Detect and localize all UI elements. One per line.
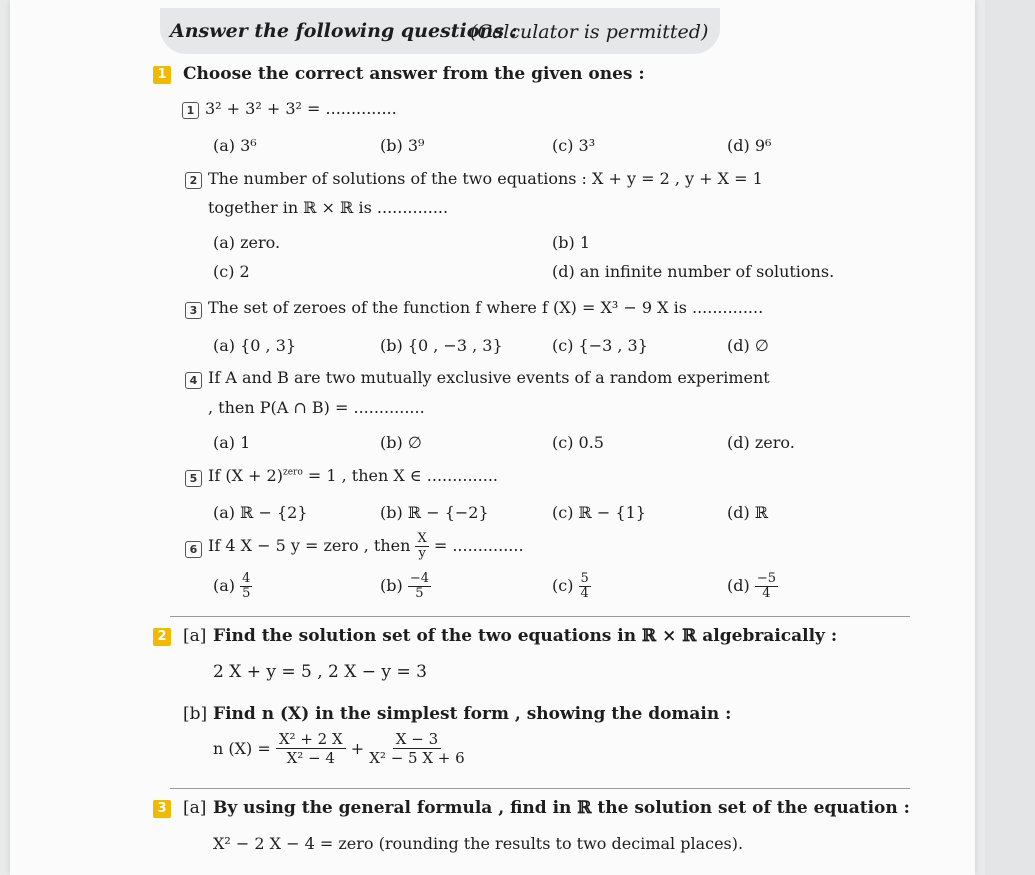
item-stem: If $(X + 2)^{zero} = 1$ , then X ∈ .............. [208,466,498,485]
option-b: (b) {0 , −3 , 3} [380,336,503,355]
option-a: (a) 1 [213,433,251,452]
option-b: (b) 1 [552,233,590,252]
exponent: zero [282,467,303,478]
page-edge [985,0,1035,875]
question-3a-label: [a] [183,798,207,818]
option-c: (c) 0.5 [552,433,604,452]
item-stem: If 4 X − 5 y = zero , then $\frac{X}{y}$ = .............. [208,531,524,561]
item-number: 5 [185,470,202,487]
item-stem: If A and B are two mutually exclusive events of a random experiment [208,368,770,387]
question-2b-expression: n (X) = $\frac{\text{X² + 2 X}}{\text{X² − 4}}$ + $\frac{X - 3}{\text{X² − 5 X + 6}}$ [213,730,465,767]
fraction: $\frac{X - 3}{\text{X² − 5 X + 6}}$ [369,730,465,767]
option-a: (a) zero. [213,233,281,252]
question-number-1: 1 [153,66,171,84]
option-a: (a) 3⁶ [213,136,257,155]
option-c: (c) $\frac{5}{4}$ [552,571,589,601]
section-divider [170,616,910,617]
option-c: (c) {−3 , 3} [552,336,648,355]
item-stem: The number of solutions of the two equations : X + y = 2 , y + X = 1 [208,169,763,188]
option-d: (d) 9⁶ [727,136,772,155]
option-c: (c) ℝ − {1} [552,503,646,522]
question-1-title: Choose the correct answer from the given ones : [183,64,645,84]
option-a: (a) $\frac{4}{5}$ [213,571,251,601]
option-b: (b) ∅ [380,433,422,452]
option-b: (b) $\frac{-4}{5}$ [380,571,429,601]
item-number: 1 [182,102,199,119]
question-2a-text: Find the solution set of the two equations in ℝ × ℝ algebraically : [213,626,838,646]
item-number: 3 [185,302,202,319]
question-number-3: 3 [153,800,171,818]
option-d: (d) ∅ [727,336,769,355]
option-a: (a) ℝ − {2} [213,503,308,522]
question-3a-equation: X² − 2 X − 4 = zero (rounding the results to two decimal places). [213,834,744,853]
item-stem-line2: together in ℝ × ℝ is .............. [208,198,449,217]
item-stem: 3² + 3² + 3² = .............. [205,99,397,118]
question-number-2: 2 [153,628,171,646]
option-b: (b) 3⁹ [380,136,425,155]
header-note: (Calculator is permitted) [470,21,709,43]
header-title: Answer the following questions : [170,20,518,42]
question-2b-label: [b] [183,704,208,724]
question-3a-text: By using the general formula , find in ℝ the solution set of the equation : [213,798,910,818]
option-c: (c) 3³ [552,136,596,155]
question-2b-text: Find n (X) in the simplest form , showing the domain : [213,704,732,724]
option-d: (d) ℝ [727,503,769,522]
option-c: (c) 2 [213,262,250,281]
option-d: (d) zero. [727,433,795,452]
item-number: 4 [185,372,202,389]
option-a: (a) {0 , 3} [213,336,297,355]
question-2a-equations: 2 X + y = 5 , 2 X − y = 3 [213,662,427,682]
item-stem: The set of zeroes of the function f where f (X) = X³ − 9 X is .............. [208,298,764,317]
item-number: 2 [185,172,202,189]
question-2a-label: [a] [183,626,207,646]
option-d: (d) an infinite number of solutions. [552,262,835,281]
item-number: 6 [185,541,202,558]
item-stem-line2: , then P(A ∩ B) = .............. [208,398,425,417]
option-d: (d) $\frac{-5}{4}$ [727,571,776,601]
option-b: (b) ℝ − {−2} [380,503,489,522]
fraction: $\frac{X}{y}$ [417,531,427,561]
fraction: $\frac{\text{X² + 2 X}}{\text{X² − 4}}$ [276,730,346,767]
section-divider [170,788,910,789]
worksheet-page [10,0,975,875]
